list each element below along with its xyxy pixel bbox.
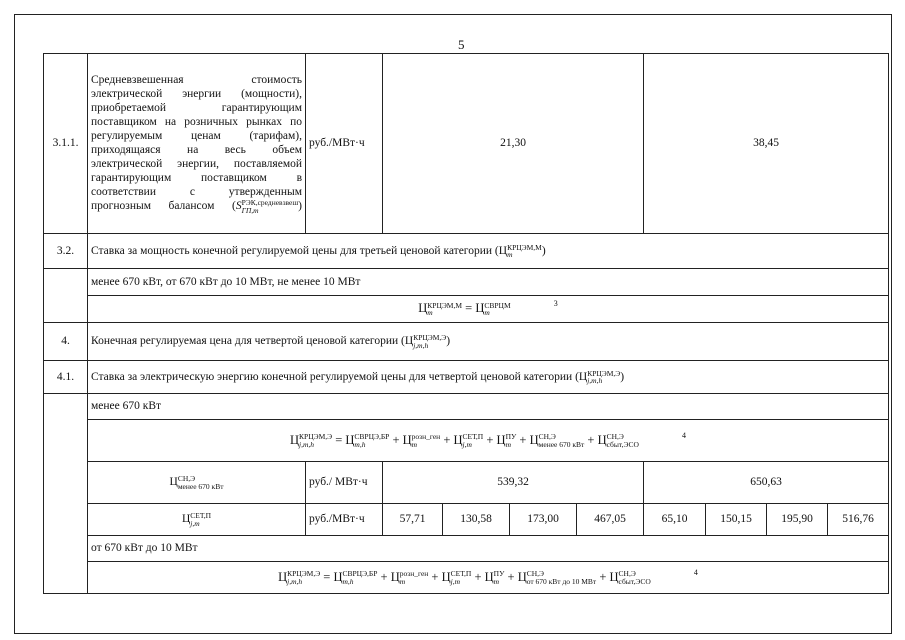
symbol-sup: КРЦЭМ,М [427,300,463,310]
symbol-sup: КРЦЭМ,Э [587,368,621,378]
value-cell: 539,32 [383,462,644,504]
sub-heading: от 670 кВт до 10 МВт [88,536,889,562]
symbol-sup: РЭК,средневзвеш [241,198,299,208]
row-heading: Ставка за электрическую энергию конечной регулируемой цены для четвертой ценовой категории (Ц КРЦЭМ,Э j,m,h ) [88,361,889,394]
footnote-ref: 4 [693,567,698,577]
value-cell: 467,05 [577,504,644,536]
table-row [44,420,889,462]
formula: Ц КРЦЭМ,Э j,m,h = Ц СВРЦЭ,БР m,h + Ц розн_ген m + Ц СЕТ,П j,m + Ц ПУ m + Ц СН,Э от 670 кВт до 10 МВт + Ц СН,Э сбыт,ЭСО $^4$ [88,562,889,594]
table-row [44,296,889,323]
symbol-cell: Ц СН,Э менее 670 кВт [88,462,306,504]
table-row [44,269,889,296]
heading-text: Ставка за мощность конечной регулируемой цены для третьей ценовой категории [91,244,493,257]
value-cell: 195,90 [767,504,828,536]
symbol-sup: КРЦЭМ,Э [413,333,447,342]
formula: Ц КРЦЭМ,М m = Ц СВРЦМ m $^3$ [88,296,889,323]
value-cell: 516,76 [828,504,889,536]
heading-text: Ставка за электрическую энергию конечной регулируемой цены для четвертой ценовой категории [91,370,573,383]
symbol-sup: СВРЦМ [484,300,511,310]
table-row [44,536,889,562]
unit-cell: руб./МВт·ч [306,504,383,536]
footnote-ref: 3 [553,299,558,309]
value-cell: 65,10 [644,504,706,536]
description-text: Средневзвешенная стоимость электрической энергии (мощности), приобретаемой гарантирующим поставщиком на розничных рынках по регулируемым ценам (тарифам), приходящаяся на весь объем электрической энергии, поставляемой гарантирующим поставщиком в соответствии с утвержденным прогнозным балансом [91,73,302,213]
table-row [44,462,889,504]
value-cell: 150,15 [706,504,767,536]
formula: Ц КРЦЭМ,Э j,m,h = Ц СВРЦЭ,БР m,h + Ц розн_ген m + Ц СЕТ,П j,m + Ц ПУ m + Ц СН,Э менее 670 кВт + Ц СН,Э сбыт,ЭСО $^4$ [88,420,889,462]
row-number: 4.1. [44,361,88,394]
table-row [44,234,889,269]
symbol-sub: менее 670 кВт [177,481,224,491]
symbol-sub: ГП,m [241,205,259,215]
table-row [44,54,889,234]
value-cell: 57,71 [383,504,443,536]
value-cell: 21,30 [383,54,644,234]
value-cell: 38,45 [644,54,889,234]
heading-text: Конечная регулируемая цена для четвертой ценовой категории [91,335,399,348]
table-row [44,394,889,420]
table-row [44,323,889,361]
page-number: 5 [458,37,465,52]
symbol-cell: Ц СЕТ,П j,m [88,504,306,536]
sub-heading: менее 670 кВт [88,394,889,420]
footnote-ref: 4 [681,430,686,440]
table-row [44,504,889,536]
value-cell: 130,58 [443,504,510,536]
unit-cell: руб./МВт·ч [306,54,383,234]
row-number: 3.1.1. [44,54,88,234]
symbol-sup: КРЦЭМ,М [507,242,542,252]
row-heading: Конечная регулируемая цена для четвертой ценовой категории (Ц КРЦЭМ,Э j,m,h ) [88,323,889,361]
table-row [44,562,889,594]
row-heading: Ставка за мощность конечной регулируемой цены для третьей ценовой категории (Ц КРЦЭМ,М m ) [88,234,889,269]
symbol-sub: менее 670 кВт [538,439,585,449]
tariff-table [43,53,889,594]
row-number: 4. [44,323,88,361]
symbol-sub: от 670 кВт до 10 МВт [526,576,597,586]
value-cell: 650,63 [644,462,889,504]
unit-cell: руб./ МВт·ч [306,462,383,504]
row-number: 3.2. [44,234,88,269]
row-description: Средневзвешенная стоимость электрической энергии (мощности), приобретаемой гарантирующим поставщиком на розничных рынках по регулируемым ценам (тарифам), приходящаяся на весь объем электрической энергии, поставляемой гарантирующим поставщиком в соответствии с утвержденным прогнозным балансом (S РЭК,средневзвеш ГП,m ) [88,54,306,234]
value-cell: 173,00 [510,504,577,536]
table-row [44,361,889,394]
sub-heading: менее 670 кВт, от 670 кВт до 10 МВт, не менее 10 МВт [88,269,889,296]
